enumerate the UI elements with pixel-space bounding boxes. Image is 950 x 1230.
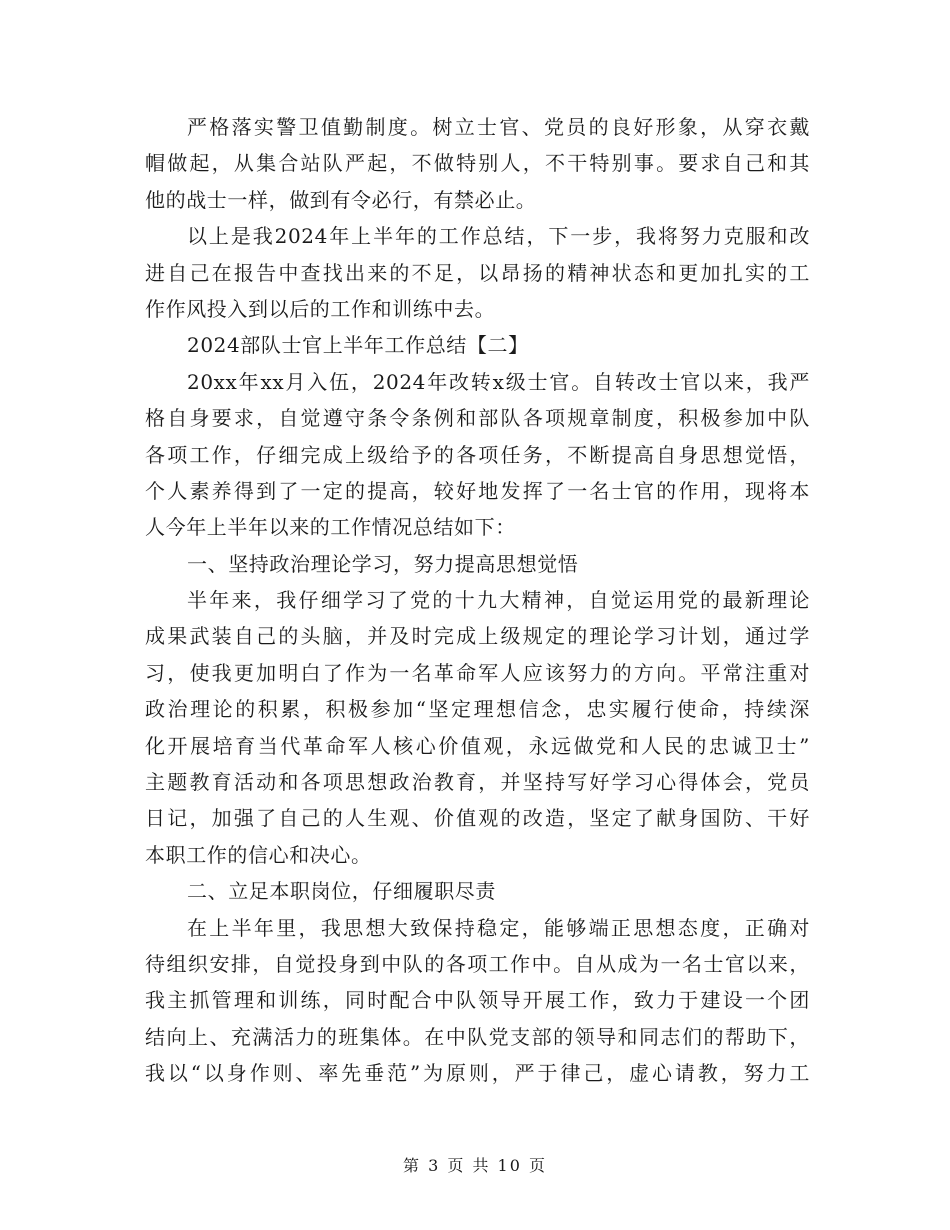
page-number-footer: 第 3 页 共 10 页 — [403, 1156, 547, 1175]
text-line: 格自身要求，自觉遵守条令条例和部队各项规章制度，积极参加中队 — [145, 406, 810, 431]
text-line: 各项工作，仔细完成上级给予的各项任务，不断提高自身思想觉悟， — [145, 442, 810, 467]
text-line: 2024部队士官上半年工作总结【二】 — [187, 333, 529, 358]
text-line: 习，使我更加明白了作为一名革命军人应该努力的方向。平常注重对 — [145, 660, 810, 685]
text-line: 人今年上半年以来的工作情况总结如下： — [145, 515, 516, 540]
text-line: 政治理论的积累，积极参加“坚定理想信念，忠实履行使命，持续深 — [145, 697, 810, 722]
text-line: 以上是我2024年上半年的工作总结，下一步，我将努力克服和改 — [187, 224, 810, 249]
text-line: 化开展培育当代革命军人核心价值观，永远做党和人民的忠诚卫士” — [145, 733, 810, 758]
text-line: 一、坚持政治理论学习，努力提高思想觉悟 — [187, 551, 579, 576]
text-line: 我主抓管理和训练，同时配合中队领导开展工作，致力于建设一个团 — [145, 988, 810, 1013]
text-line: 个人素养得到了一定的提高，较好地发挥了一名士官的作用，现将本 — [145, 478, 810, 503]
document-body — [145, 109, 810, 1092]
text-line: 半年来，我仔细学习了党的十九大精神，自觉运用党的最新理论 — [187, 588, 810, 613]
text-line: 主题教育活动和各项思想政治教育，并坚持写好学习心得体会，党员 — [145, 770, 810, 795]
text-line: 二、立足本职岗位，仔细履职尽责 — [187, 879, 496, 904]
text-line: 20xx年xx月入伍，2024年改转x级士官。自转改士官以来，我严 — [187, 369, 810, 394]
text-line: 日记，加强了自己的人生观、价值观的改造，坚定了献身国防、干好 — [145, 806, 810, 831]
text-line: 本职工作的信心和决心。 — [145, 842, 372, 867]
text-line: 作作风投入到以后的工作和训练中去。 — [145, 296, 496, 321]
text-line: 严格落实警卫值勤制度。树立士官、党员的良好形象，从穿衣戴 — [187, 115, 810, 139]
text-line: 结向上、充满活力的班集体。在中队党支部的领导和同志们的帮助下， — [145, 1024, 810, 1049]
text-line: 成果武装自己的头脑，并及时完成上级规定的理论学习计划，通过学 — [145, 624, 810, 649]
text-line: 进自己在报告中查找出来的不足，以昂扬的精神状态和更加扎实的工 — [145, 260, 810, 285]
text-line: 我以“以身作则、率先垂范”为原则，严于律己，虚心请教，努力工 — [145, 1061, 810, 1086]
text-line: 在上半年里，我思想大致保持稳定，能够端正思想态度，正确对 — [187, 915, 810, 940]
text-line: 他的战士一样，做到有令必行，有禁必止。 — [145, 187, 537, 212]
text-line: 帽做起，从集合站队严起，不做特别人，不干特别事。要求自己和其 — [145, 151, 810, 176]
text-line: 待组织安排，自觉投身到中队的各项工作中。自从成为一名士官以来， — [145, 951, 810, 976]
